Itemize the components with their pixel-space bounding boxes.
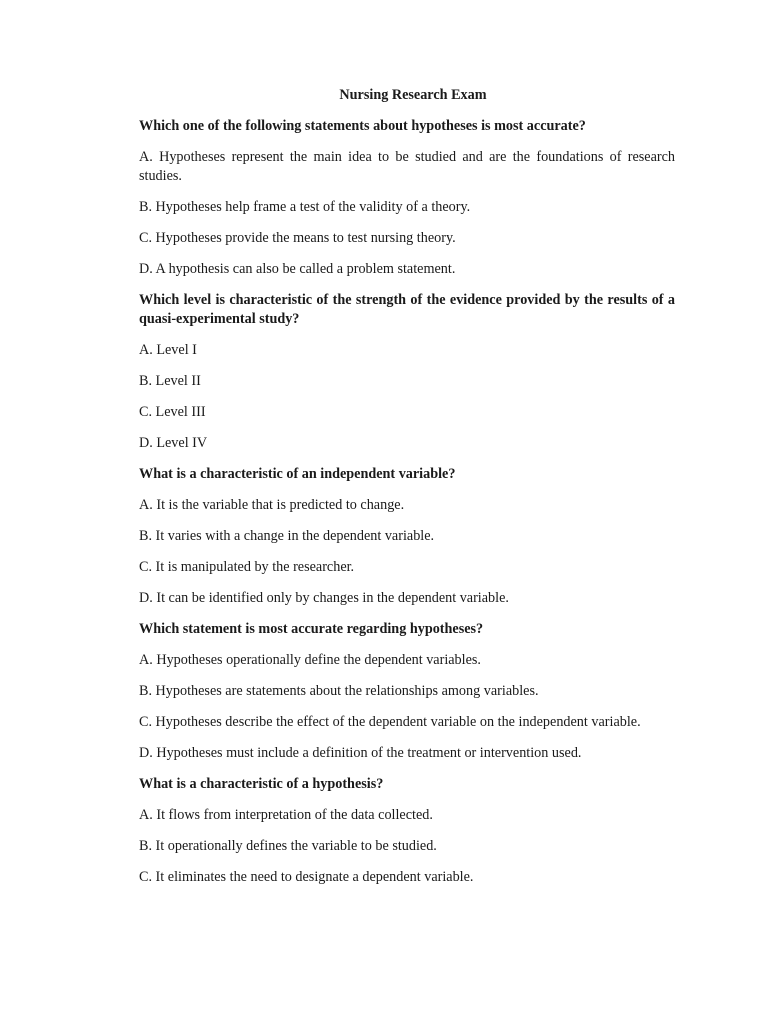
answer-option-a: A. It is the variable that is predicted to change. [139, 497, 405, 513]
answer-option-c: C. Hypotheses describe the effect of the dependent variable on the independent variable. [139, 714, 641, 730]
answer-option-b: B. Hypotheses help frame a test of the validity of a theory. [139, 199, 471, 215]
answer-option-a: A. It flows from interpretation of the data collected. [139, 807, 433, 823]
answer-option-d: D. It can be identified only by changes in the dependent variable. [139, 590, 509, 606]
answer-option-b: B. It operationally defines the variable to be studied. [139, 838, 437, 854]
answer-option-a: A. Level I [139, 342, 197, 358]
question-text: Which one of the following statements about hypotheses is most accurate? [139, 118, 586, 134]
answer-option-b: B. It varies with a change in the dependent variable. [139, 528, 435, 544]
question-text: Which statement is most accurate regarding hypotheses? [139, 621, 484, 637]
question-1 [139, 117, 675, 279]
question-4 [139, 620, 675, 763]
question-text: Which level is characteristic of the strength of the evidence provided by the results of a quasi-experimental study? [139, 292, 675, 327]
question-text: What is a characteristic of an independent variable? [139, 466, 456, 482]
answer-option-c: C. Hypotheses provide the means to test nursing theory. [139, 230, 456, 246]
question-2 [139, 291, 675, 453]
answer-option-a: A. Hypotheses represent the main idea to be studied and are the foundations of research studies. [139, 149, 675, 184]
question-5 [139, 775, 675, 887]
answer-option-b: B. Level II [139, 373, 201, 389]
question-text: What is a characteristic of a hypothesis? [139, 776, 384, 792]
answer-option-d: D. Hypotheses must include a definition of the treatment or intervention used. [139, 745, 582, 761]
answer-option-b: B. Hypotheses are statements about the relationships among variables. [139, 683, 539, 699]
answer-option-c: C. Level III [139, 404, 206, 420]
page-title: Nursing Research Exam [339, 87, 487, 103]
answer-option-a: A. Hypotheses operationally define the dependent variables. [139, 652, 481, 668]
answer-option-d: D. Level IV [139, 435, 208, 451]
answer-option-d: D. A hypothesis can also be called a problem statement. [139, 261, 456, 277]
answer-option-c: C. It eliminates the need to designate a dependent variable. [139, 869, 474, 885]
question-3 [139, 465, 675, 608]
answer-option-c: C. It is manipulated by the researcher. [139, 559, 355, 575]
exam-page [139, 86, 675, 899]
